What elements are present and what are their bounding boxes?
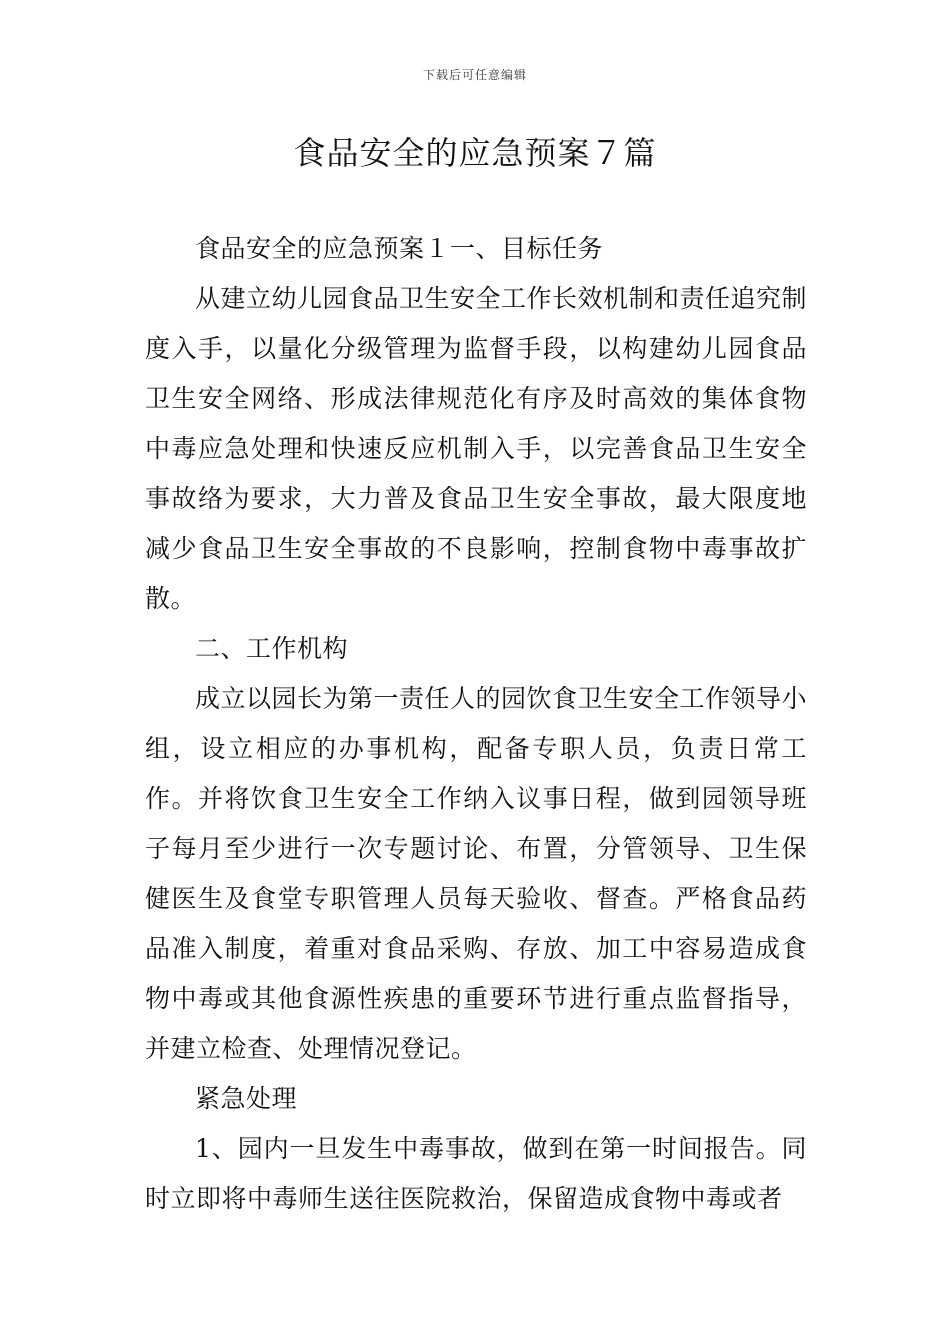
paragraph-emergency-item-1: 1、园内一旦发生中毒事故，做到在第一时间报告。同时立即将中毒师生送往医院救治，保留造成食物中毒或者 (145, 1134, 807, 1213)
paragraph-organization-heading: 二、工作机构 (195, 634, 349, 663)
document-title: 食品安全的应急预案７篇 (293, 134, 657, 172)
paragraph-organization-content: 成立以园长为第一责任人的园饮食卫生安全工作领导小组，设立相应的办事机构，配备专职人员，负责日常工作。并将饮食卫生安全工作纳入议事日程，做到园领导班子每月至少进行一次专题讨论、布置，分管领导、卫生保健医生及食堂专职管理人员每天验收、督查。严格食品药品准入制度，着重对食品采购、存放、加工中容易造成食物中毒或其他食源性疾患的重要环节进行重点监督指导，并建立检查、处理情况登记。 (145, 684, 808, 1063)
paragraph-target-heading: 食品安全的应急预案１一、目标任务 (195, 234, 604, 263)
paragraph-target-content: 从建立幼儿园食品卫生安全工作长效机制和责任追究制度入手，以量化分级管理为监督手段，以构建幼儿园食品卫生安全网络、形成法律规范化有序及时高效的集体食物中毒应急处理和快速反应机制入手，以完善食品卫生安全事故络为要求，大力普及食品卫生安全事故，最大限度地减少食品卫生安全事故的不良影响，控制食物中毒事故扩散。 (145, 284, 808, 613)
paragraph-emergency-heading: 紧急处理 (195, 1084, 298, 1113)
document-body (145, 224, 807, 1224)
header-note: 下载后可任意编辑 (422, 68, 527, 82)
